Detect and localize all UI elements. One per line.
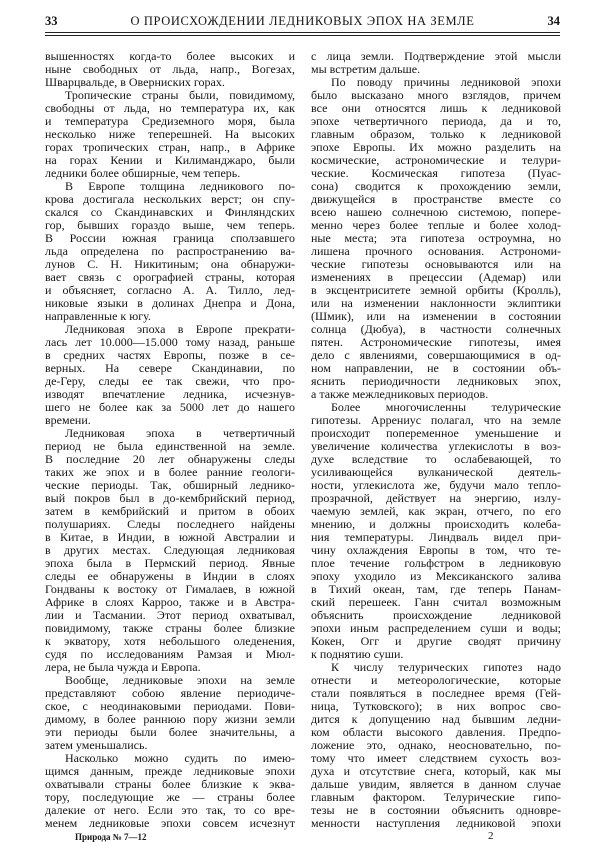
- text-line: в Китае, в Индии, в южной Австралии и: [45, 531, 295, 544]
- text-line: объяснить происхождение ледниковой: [311, 609, 561, 622]
- text-line: духе вследствие то ослабевающей, то: [311, 453, 561, 466]
- paragraph: [311, 50, 561, 76]
- paragraph: [45, 427, 295, 674]
- paragraph: [45, 323, 295, 427]
- text-line: охватывали страны более близкие к эква-: [45, 778, 295, 791]
- text-line: солнца (Дюбуа), в частности солнечных: [311, 323, 561, 336]
- text-line: ности, углекислота же, будучи мало тепло-: [311, 479, 561, 492]
- text-line: никовые языки в долинах Днепра и Дона,: [45, 297, 295, 310]
- text-line: ныне свободных от льда, напр., Вогезах,: [45, 63, 295, 76]
- text-line: ческие периоды. Так, обширный леднико-: [45, 479, 295, 492]
- text-line: тору, последующие же — страны более: [45, 791, 295, 804]
- text-line: Ледниковая эпоха в четвертичный: [65, 427, 295, 440]
- text-line: ский перешеек. Ганн считал возможным: [311, 596, 561, 609]
- footer-signature: Природа № 7—12: [75, 832, 147, 842]
- text-line: к экватору, хотя небольшого оледенения,: [45, 635, 295, 648]
- text-line: Тропические страны были, повидимому,: [65, 89, 295, 102]
- text-line: менем ледниковые эпохи совсем исчезнут: [45, 817, 295, 830]
- text-line: или на изменении наклонности эклиптики: [311, 297, 561, 310]
- text-line: следы ее обнаружены в Индии в слоях: [45, 570, 295, 583]
- text-line: затем уменьшались.: [45, 739, 148, 752]
- text-line: ложение это, однако, неосновательно, по-: [311, 739, 561, 752]
- text-line: главным образом, только к ледниковой: [311, 128, 561, 141]
- text-line: Шварцвальде, в Оверниских горах.: [45, 76, 225, 89]
- text-line: ния температуры. Линдваль видел при-: [311, 531, 561, 544]
- text-line: тому что имеет следствием сухость воз-: [311, 752, 561, 765]
- paragraph: [45, 89, 295, 180]
- text-line: стали появляться в последнее время (Гей-: [311, 687, 561, 700]
- text-line: К числу телурических гипотез надо: [331, 661, 561, 674]
- text-line: увеличение количества углекислоты в воз-: [311, 440, 561, 453]
- text-line: на горах Кении и Килиманджаро, были: [45, 154, 295, 167]
- text-line: эпоху уходило из Мексиканского залива: [311, 570, 561, 583]
- text-line: с лица земли. Подтверждение этой мысли: [311, 50, 561, 63]
- text-line: ком области высокого давления. Предпо-: [311, 726, 561, 739]
- text-column-right: [311, 50, 561, 830]
- text-line: несколько ниже теперешней. На высоких: [45, 128, 295, 141]
- text-line: менно через более теплые и более холод-: [311, 219, 561, 232]
- text-line: крова достигала нескольких верст; он спу-: [45, 193, 295, 206]
- text-line: Более многочисленны телурические: [331, 401, 561, 414]
- text-line: В Европе толщина ледникового по-: [65, 180, 295, 193]
- text-line: космические, астрономические и телури-: [311, 154, 561, 167]
- text-line: а также межледниковых периодов.: [311, 388, 489, 401]
- text-line: в Тихий океан, там, где теперь Панам-: [311, 583, 561, 596]
- text-line: эти периоды были более значительны, а: [45, 726, 295, 739]
- text-column-left: [45, 50, 295, 830]
- page-number-right: 34: [547, 14, 560, 28]
- text-line: дело с явлениями, совершающимися в од-: [311, 349, 561, 362]
- text-line: прозрачной, действует на энергию, излу-: [311, 492, 561, 505]
- text-line: яснить периодичности ледниковых эпох,: [311, 375, 561, 388]
- text-line: вый покров был в до-кембрийский период,: [45, 492, 295, 505]
- paragraph: [45, 674, 295, 752]
- text-line: изводят впечатление ледника, исчезнув-: [45, 388, 295, 401]
- text-line: полушариях. Следы последнего найдены: [45, 518, 295, 531]
- text-line: менности наступления ледниковой эпохи: [311, 817, 561, 830]
- text-line: и объясняет, согласно А. А. Тилло, лед-: [45, 284, 295, 297]
- text-line: Гондваны к востоку от Гималаев, в южной: [45, 583, 295, 596]
- text-line: Вообще, ледниковые эпохи на земле: [65, 674, 295, 687]
- text-line: духа и отсутствие снега, который, как мы: [311, 765, 561, 778]
- text-line: В последние 20 лет обнаружены следы: [45, 453, 295, 466]
- paragraph: [311, 661, 561, 830]
- text-line: лась лет 10.000—15.000 тому назад, раньше: [45, 336, 295, 349]
- text-line: свободны от льда, но температура их, как: [45, 102, 295, 115]
- text-line: лунов С. Н. Никитиным; она обнаружи-: [45, 258, 295, 271]
- text-line: ные места; эта гипотеза остроумна, но: [311, 232, 561, 245]
- text-line: Кокен, Огг и другие сводят причину: [311, 635, 561, 648]
- text-line: тезы не в состоянии объяснить одновре-: [311, 804, 561, 817]
- text-line: димому, в более раннюю пору жизни земли: [45, 713, 295, 726]
- running-title: О ПРОИСХОЖДЕНИИ ЛЕДНИКОВЫХ ЭПОХ НА ЗЕМЛЕ: [130, 14, 475, 28]
- text-line: щимся данным, прежде ледниковые эпохи: [45, 765, 295, 778]
- text-line: пятен. Астрономические гипотезы, имея: [311, 336, 561, 349]
- text-line: все они относятся лишь к ледниковой: [311, 102, 561, 115]
- text-line: горах тропических стран, напр., в Африке: [45, 141, 295, 154]
- text-line: в средних частях Европы, позже в се-: [45, 349, 295, 362]
- paragraph: [45, 50, 295, 89]
- text-line: ном направлении, не в состоянии объ-: [311, 362, 561, 375]
- text-line: мнению, и должны происходить колеба-: [311, 518, 561, 531]
- text-line: отнести и метеорологические, которые: [311, 674, 561, 687]
- text-line: ское, с неодинаковыми периодами. Пови-: [45, 700, 295, 713]
- text-line: эпохе Европы. Их можно разделить на: [311, 141, 561, 154]
- footer-sheet-number: 2: [488, 830, 494, 842]
- text-line: де-Геру, следы ее так свежи, что про-: [45, 375, 295, 388]
- text-line: судя по исследованиям Рамзая и Мюл-: [45, 648, 295, 661]
- text-line: изменениях в прецессии (Адемар) или: [311, 271, 561, 284]
- text-line: гипотезы. Аррениус полагал, что на земле: [311, 414, 561, 427]
- paragraph: [311, 76, 561, 401]
- text-line: таких же эпох и в более ранние геологи-: [45, 466, 295, 479]
- text-line: главным фактором. Телурические гипо-: [311, 791, 561, 804]
- text-line: лера, не была чужда и Европа.: [45, 661, 201, 674]
- running-header: [45, 14, 560, 30]
- text-line: период не была единственной на земле.: [45, 440, 295, 453]
- paragraph: [45, 180, 295, 323]
- text-line: В России южная граница сползавшего: [45, 232, 295, 245]
- text-line: Насколько можно судить по имею-: [65, 752, 295, 765]
- text-line: повидимому, также страны более близкие: [45, 622, 295, 635]
- text-line: мы встретим дальше.: [311, 63, 421, 76]
- text-line: затем в кембрийский и притом в обоих: [45, 505, 295, 518]
- text-line: времени.: [45, 414, 91, 427]
- text-line: Ледниковая эпоха в Европе прекрати-: [65, 323, 295, 336]
- text-line: дальше увидим, является в данном случае: [311, 778, 561, 791]
- text-line: шего не более как за 5000 лет до нашего: [45, 401, 295, 414]
- paragraph: [311, 401, 561, 661]
- text-line: дится к допущению над бывшим ледни-: [311, 713, 561, 726]
- text-line: Африке в слоях Карроо, также и в Австра-: [45, 596, 295, 609]
- text-line: эпохе четвертичного периода, да и то,: [311, 115, 561, 128]
- text-line: вышенностях когда-то более высоких и: [45, 50, 295, 63]
- text-line: к поднятию суши.: [311, 648, 404, 661]
- text-line: вает связь с орографией страны, которая: [45, 271, 295, 284]
- text-line: скался со Скандинавских и Финляндских: [45, 206, 295, 219]
- text-line: лишена прочного основания. Астрономи-: [311, 245, 561, 258]
- text-line: происходит попеременное уменьшение и: [311, 427, 561, 440]
- text-line: (Шмик), или на изменении в состоянии: [311, 310, 561, 323]
- text-line: ница, Тутковского); в них вопрос сво-: [311, 700, 561, 713]
- text-line: лии и Тасмании. Этот период охватывал,: [45, 609, 295, 622]
- text-line: верных. На севере Скандинавии, по: [45, 362, 295, 375]
- header-rule-bottom: [45, 35, 560, 36]
- page-number-left: 33: [45, 14, 58, 28]
- text-line: эпоха была в Пермский период. Явные: [45, 557, 295, 570]
- text-line: льда определена по распространению ва-: [45, 245, 295, 258]
- text-line: движущейся в пространстве вместе со: [311, 193, 561, 206]
- text-line: в других местах. Следующая ледниковая: [45, 544, 295, 557]
- text-line: направленные к югу.: [45, 310, 151, 323]
- text-line: всею нашею солнечною системою, попере-: [311, 206, 561, 219]
- text-line: в эксцентриситете земной орбиты (Кролль),: [311, 284, 561, 297]
- text-line: представляют собою явление периодиче-: [45, 687, 295, 700]
- text-line: сона) сводится к прохождению земли,: [311, 180, 561, 193]
- text-line: чину охлаждения Европы в том, что те-: [311, 544, 561, 557]
- text-line: плое течение гольфстром в ледниковую: [311, 557, 561, 570]
- text-line: ческие гипотезы основываются или на: [311, 258, 561, 271]
- text-line: и температура Средиземного моря, была: [45, 115, 295, 128]
- text-line: ледники более обширные, чем теперь.: [45, 167, 241, 180]
- text-line: гор, бывших гораздо выше, чем теперь.: [45, 219, 295, 232]
- header-rule-top: [45, 32, 560, 33]
- text-line: было высказано много взглядов, причем: [311, 89, 561, 102]
- text-line: эпохи иным распределением суши и воды;: [311, 622, 561, 635]
- text-line: По поводу причины ледниковой эпохи: [331, 76, 561, 89]
- text-line: чаемую землей, как экран, отчего, по его: [311, 505, 561, 518]
- text-line: далекие от него. Если это так, то со вре-: [45, 804, 295, 817]
- text-line: усиливающейся вулканической деятель-: [311, 466, 561, 479]
- paragraph: [45, 752, 295, 830]
- text-line: ческие. Космическая гипотеза (Пуас-: [311, 167, 561, 180]
